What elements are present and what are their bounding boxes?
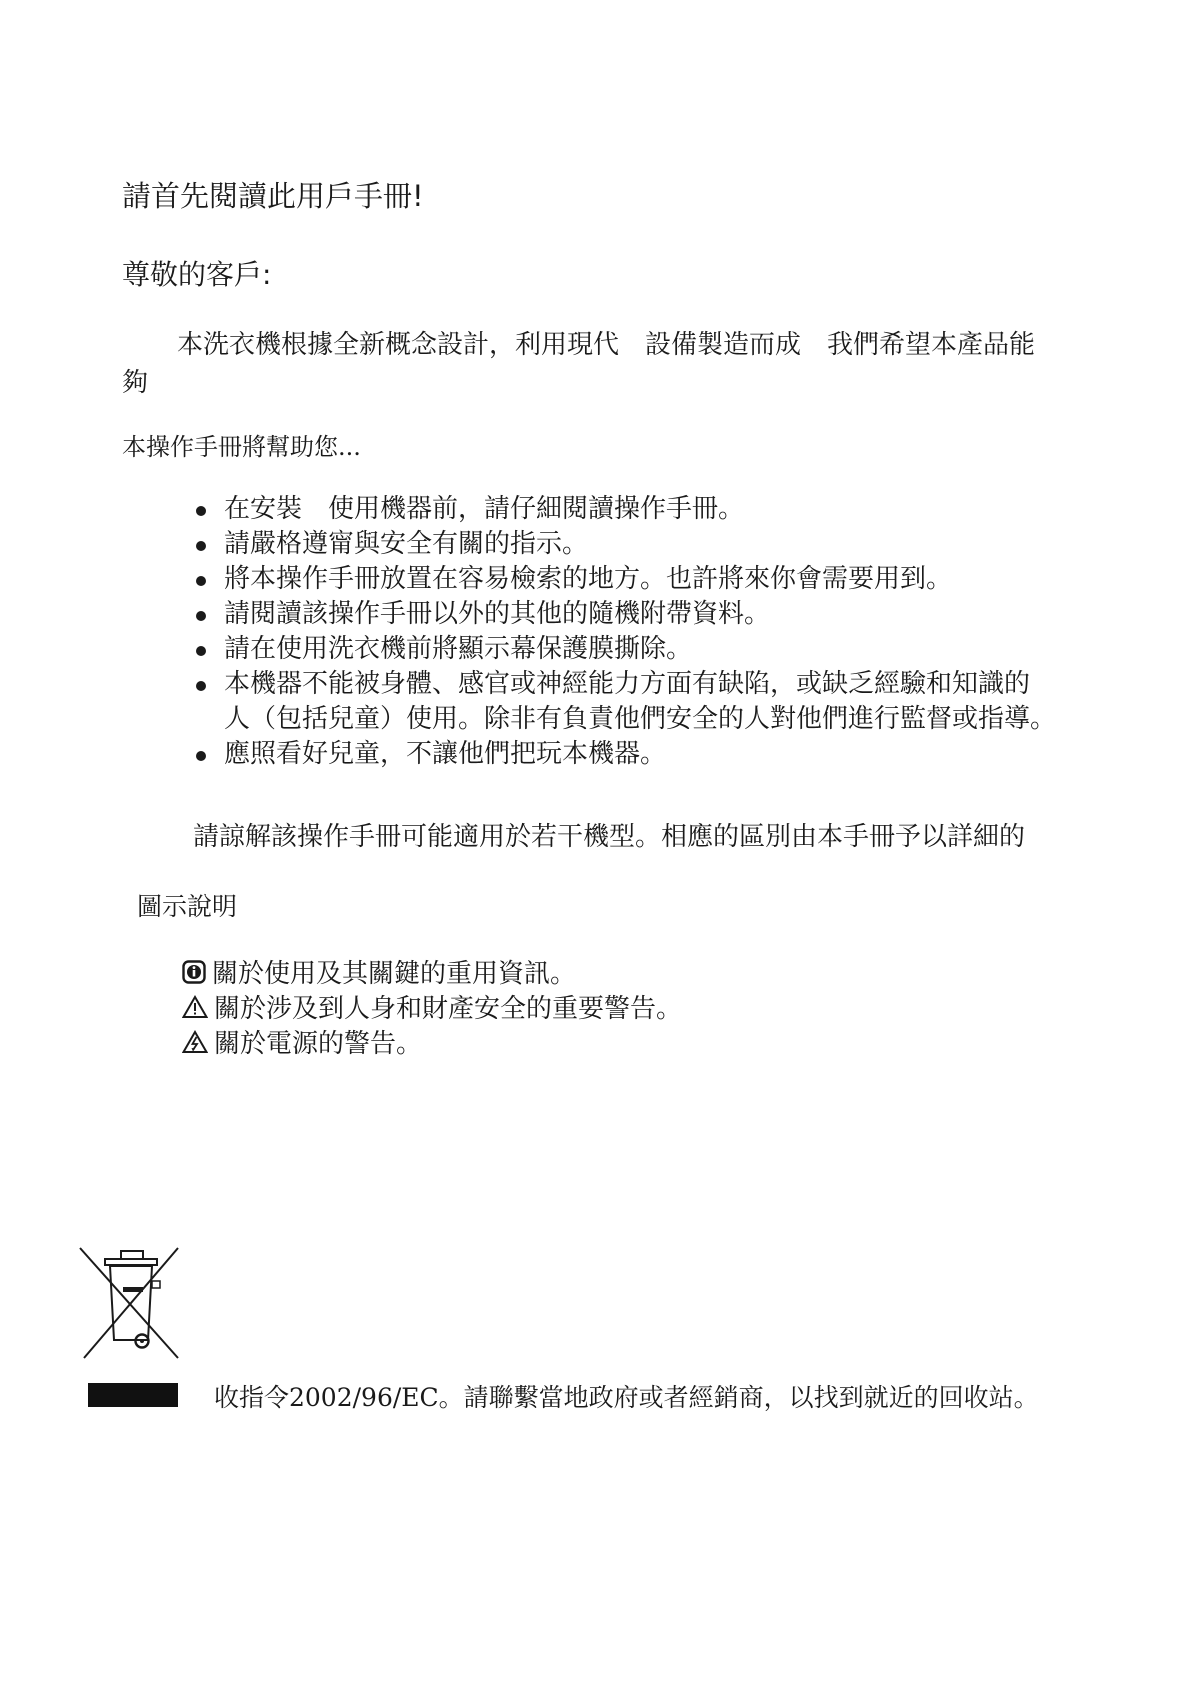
legend-item-electric [182,1023,422,1060]
list-item-continuation: 人（包括兒童）使用。除非有負責他們安全的人對他們進行監督或指導。 [224,704,1057,734]
legend-text: 關於電源的警告。 [214,1029,423,1059]
models-note: 請諒解該操作手冊可能適用於若干機型。相應的區別由本手冊予以詳細的 [193,822,1026,852]
list-item: 本機器不能被身體、感官或神經能力方面有缺陷，或缺乏經驗和知識的 [196,667,1056,702]
manual-title: 請首先閱讀此用戶手冊! [122,179,424,213]
list-item: 將本操作手冊放置在容易檢索的地方。也許將來你會需要用到。 [196,562,1056,597]
legend-heading: 圖示說明 [137,892,238,921]
legend-item-warning [182,988,682,1025]
recycle-text: 收指令2002/96/EC。請聯繫當地政府或者經銷商，以找到就近的回收站。 [214,1383,1039,1412]
electric-warning-icon [182,1030,208,1054]
crossed-bin-icon [78,1245,183,1361]
list-item: 在安裝 使用機器前，請仔細閱讀操作手冊。 [196,492,1056,527]
list-item: 應照看好兒童，不讓他們把玩本機器。 [196,737,1056,772]
list-item: 請在使用洗衣機前將顯示幕保護膜撕除。 [196,632,1056,667]
instruction-list [196,492,1056,772]
list-item: 請閱讀該操作手冊以外的其他的隨機附帶資料。 [196,597,1056,632]
legend-item-info [182,953,576,990]
warning-icon [182,995,208,1019]
info-icon [182,960,206,984]
intro-line-1: 本洗衣機根據全新概念設計，利用現代 設備製造而成 我們希望本產品能 [177,330,1036,360]
weee-marking-bar [88,1383,178,1407]
greeting: 尊敬的客戶: [122,258,272,291]
legend-text: 關於涉及到人身和財產安全的重要警告。 [214,994,683,1024]
list-item: 請嚴格遵甯與安全有關的指示。 [196,527,1056,562]
helps-heading: 本操作手冊將幫助您... [122,433,361,461]
intro-line-2: 夠 [122,368,149,398]
legend-text: 關於使用及其關鍵的重用資訊。 [212,959,577,989]
